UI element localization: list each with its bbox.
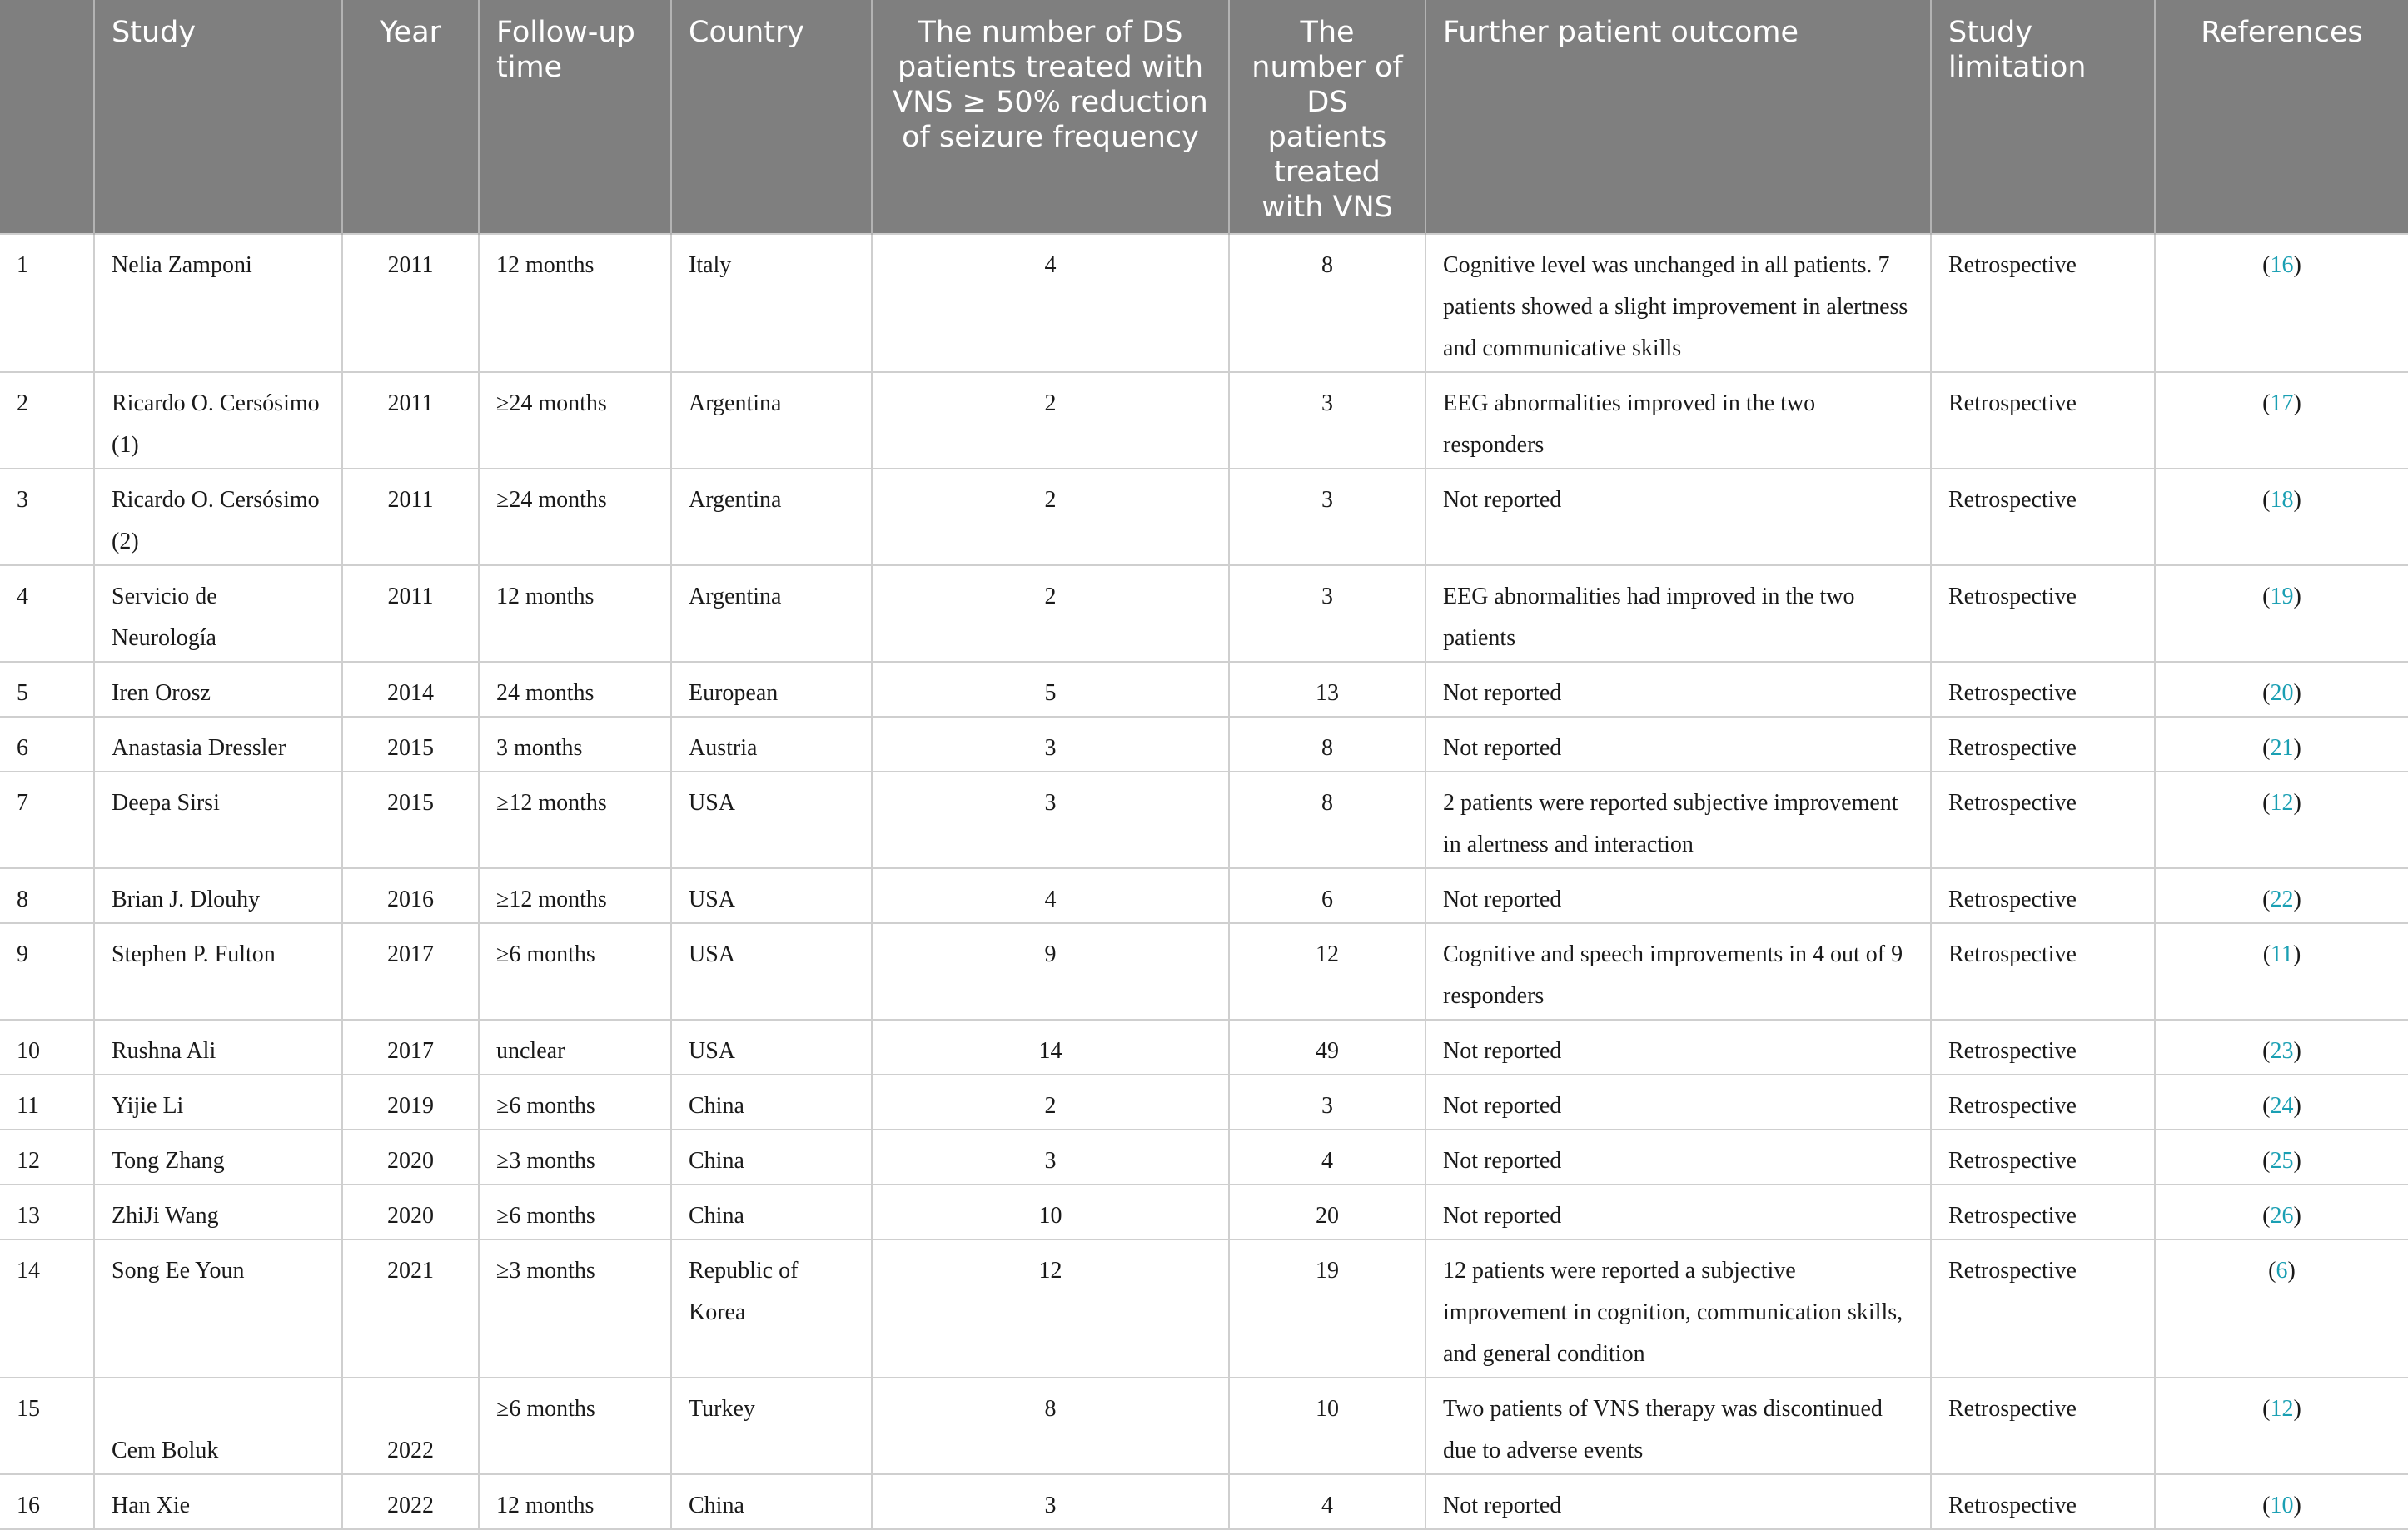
study-limitation: Retrospective (1931, 662, 2155, 717)
study-year: 2011 (342, 372, 479, 469)
reference-cell: (17) (2155, 372, 2408, 469)
responders-count: 3 (872, 772, 1229, 868)
table-row (0, 923, 2408, 1020)
followup-time: 12 months (479, 234, 671, 372)
reference-cell: (21) (2155, 717, 2408, 772)
row-number: 11 (0, 1075, 94, 1130)
table-row (0, 1378, 2408, 1474)
table-header (0, 0, 2408, 234)
country: Argentina (671, 372, 872, 469)
table-row (0, 772, 2408, 868)
study-name (94, 1378, 342, 1474)
reference-cell: (11) (2155, 923, 2408, 1020)
study-limitation: Retrospective (1931, 372, 2155, 469)
country: Austria (671, 717, 872, 772)
study-limitation: Retrospective (1931, 469, 2155, 565)
row-number: 9 (0, 923, 94, 1020)
responders-count: 9 (872, 923, 1229, 1020)
study-year: 2017 (342, 923, 479, 1020)
study-name: Anastasia Dressler (94, 717, 342, 772)
country: China (671, 1185, 872, 1239)
reference-cell: (6) (2155, 1239, 2408, 1378)
study-limitation: Retrospective (1931, 717, 2155, 772)
reference-link[interactable]: 12 (2270, 1396, 2294, 1422)
treated-count: 4 (1229, 1130, 1425, 1185)
table-row (0, 234, 2408, 372)
followup-time: ≥6 months (479, 923, 671, 1020)
study-year: 2015 (342, 772, 479, 868)
followup-time: ≥12 months (479, 772, 671, 868)
study-name: Yijie Li (94, 1075, 342, 1130)
treated-count: 19 (1229, 1239, 1425, 1378)
study-year-text: 2022 (387, 1438, 434, 1463)
patient-outcome: EEG abnormalities had improved in the two patients (1425, 565, 1931, 662)
country: Republic of Korea (671, 1239, 872, 1378)
treated-count: 49 (1229, 1020, 1425, 1075)
study-limitation: Retrospective (1931, 923, 2155, 1020)
study-limitation: Retrospective (1931, 1130, 2155, 1185)
study-year: 2011 (342, 234, 479, 372)
country: Italy (671, 234, 872, 372)
reference-cell: (22) (2155, 868, 2408, 923)
patient-outcome: EEG abnormalities improved in the two responders (1425, 372, 1931, 469)
treated-count: 13 (1229, 662, 1425, 717)
followup-time: ≥6 months (479, 1378, 671, 1474)
country: China (671, 1075, 872, 1130)
header-number (0, 0, 94, 234)
responders-count: 2 (872, 1075, 1229, 1130)
responders-count: 10 (872, 1185, 1229, 1239)
header-responders: The number of DS patients treated with VNS ≥ 50% reduction of seizure frequency (872, 0, 1229, 234)
row-number: 8 (0, 868, 94, 923)
study-year: 2016 (342, 868, 479, 923)
treated-count: 12 (1229, 923, 1425, 1020)
treated-count: 3 (1229, 469, 1425, 565)
followup-time: 12 months (479, 565, 671, 662)
followup-time: 24 months (479, 662, 671, 717)
followup-time: ≥24 months (479, 469, 671, 565)
study-name-text: Cem Boluk (112, 1438, 219, 1463)
reference-link[interactable]: 20 (2270, 680, 2294, 706)
reference-cell: (26) (2155, 1185, 2408, 1239)
reference-link[interactable]: 25 (2270, 1148, 2294, 1174)
treated-count: 20 (1229, 1185, 1425, 1239)
reference-link[interactable]: 18 (2270, 487, 2294, 513)
study-limitation: Retrospective (1931, 1239, 2155, 1378)
study-name: Song Ee Youn (94, 1239, 342, 1378)
header-row (0, 0, 2408, 234)
study-name: Rushna Ali (94, 1020, 342, 1075)
row-number: 2 (0, 372, 94, 469)
reference-link[interactable]: 21 (2270, 735, 2294, 761)
study-limitation: Retrospective (1931, 1378, 2155, 1474)
responders-count: 8 (872, 1378, 1229, 1474)
study-name: Nelia Zamponi (94, 234, 342, 372)
reference-link[interactable]: 12 (2270, 790, 2294, 816)
table-body (0, 234, 2408, 1529)
responders-count: 2 (872, 372, 1229, 469)
table-row (0, 1130, 2408, 1185)
table-row (0, 1239, 2408, 1378)
study-year: 2021 (342, 1239, 479, 1378)
row-number: 12 (0, 1130, 94, 1185)
responders-count: 14 (872, 1020, 1229, 1075)
patient-outcome: Not reported (1425, 1474, 1931, 1529)
study-limitation: Retrospective (1931, 1185, 2155, 1239)
reference-cell: (25) (2155, 1130, 2408, 1185)
study-name: Ricardo O. Cersósimo (1) (94, 372, 342, 469)
responders-count: 2 (872, 565, 1229, 662)
patient-outcome: Cognitive level was unchanged in all patients. 7 patients showed a slight improvement in alertness and communicative skills (1425, 234, 1931, 372)
study-limitation: Retrospective (1931, 868, 2155, 923)
reference-link[interactable]: 22 (2270, 887, 2294, 912)
country: USA (671, 1020, 872, 1075)
reference-cell: (24) (2155, 1075, 2408, 1130)
table-row (0, 565, 2408, 662)
study-year: 2011 (342, 565, 479, 662)
responders-count: 4 (872, 868, 1229, 923)
reference-link[interactable]: 26 (2270, 1203, 2294, 1229)
reference-cell: (12) (2155, 772, 2408, 868)
study-name: Ricardo O. Cersósimo (2) (94, 469, 342, 565)
patient-outcome: Not reported (1425, 717, 1931, 772)
study-limitation: Retrospective (1931, 234, 2155, 372)
study-year: 2011 (342, 469, 479, 565)
country: Argentina (671, 469, 872, 565)
header-country: Country (671, 0, 872, 234)
study-name: Iren Orosz (94, 662, 342, 717)
followup-time: unclear (479, 1020, 671, 1075)
followup-time: ≥24 months (479, 372, 671, 469)
reference-cell: (16) (2155, 234, 2408, 372)
row-number: 10 (0, 1020, 94, 1075)
table-row (0, 868, 2408, 923)
patient-outcome: Not reported (1425, 469, 1931, 565)
study-name: Stephen P. Fulton (94, 923, 342, 1020)
patient-outcome: Cognitive and speech improvements in 4 out of 9 responders (1425, 923, 1931, 1020)
study-year: 2015 (342, 717, 479, 772)
responders-count: 5 (872, 662, 1229, 717)
table-row (0, 1185, 2408, 1239)
study-name: ZhiJi Wang (94, 1185, 342, 1239)
treated-count: 3 (1229, 1075, 1425, 1130)
patient-outcome: Two patients of VNS therapy was discontinued due to adverse events (1425, 1378, 1931, 1474)
row-number: 4 (0, 565, 94, 662)
country: European (671, 662, 872, 717)
study-year: 2020 (342, 1185, 479, 1239)
responders-count: 3 (872, 1130, 1229, 1185)
reference-cell: (23) (2155, 1020, 2408, 1075)
responders-count: 4 (872, 234, 1229, 372)
study-year: 2019 (342, 1075, 479, 1130)
study-limitation: Retrospective (1931, 1075, 2155, 1130)
header-study: Study (94, 0, 342, 234)
reference-cell: (18) (2155, 469, 2408, 565)
row-number: 5 (0, 662, 94, 717)
country: Argentina (671, 565, 872, 662)
followup-time: ≥3 months (479, 1239, 671, 1378)
country: China (671, 1130, 872, 1185)
reference-cell: (10) (2155, 1474, 2408, 1529)
reference-link[interactable]: 16 (2270, 252, 2294, 278)
header-year: Year (342, 0, 479, 234)
responders-count: 3 (872, 717, 1229, 772)
responders-count: 2 (872, 469, 1229, 565)
country: USA (671, 923, 872, 1020)
study-name: Brian J. Dlouhy (94, 868, 342, 923)
country: China (671, 1474, 872, 1529)
responders-count: 12 (872, 1239, 1229, 1378)
reference-link[interactable]: 11 (2271, 941, 2293, 967)
treated-count: 4 (1229, 1474, 1425, 1529)
header-treated: The number of DS patients treated with VNS (1229, 0, 1425, 234)
followup-time: ≥12 months (479, 868, 671, 923)
row-number: 3 (0, 469, 94, 565)
study-limitation: Retrospective (1931, 772, 2155, 868)
treated-count: 3 (1229, 372, 1425, 469)
study-year: 2017 (342, 1020, 479, 1075)
treated-count: 10 (1229, 1378, 1425, 1474)
study-year: 2022 (342, 1474, 479, 1529)
reference-cell: (19) (2155, 565, 2408, 662)
reference-link[interactable]: 17 (2270, 390, 2294, 416)
header-limitation: Study limitation (1931, 0, 2155, 234)
followup-time: 12 months (479, 1474, 671, 1529)
table-row (0, 717, 2408, 772)
row-number: 1 (0, 234, 94, 372)
patient-outcome: 12 patients were reported a subjective improvement in cognition, communication skills, and general condition (1425, 1239, 1931, 1378)
header-followup-time: Follow-up time (479, 0, 671, 234)
patient-outcome: Not reported (1425, 1130, 1931, 1185)
responders-count: 3 (872, 1474, 1229, 1529)
study-name: Servicio de Neurología (94, 565, 342, 662)
row-number: 15 (0, 1378, 94, 1474)
followup-time: ≥6 months (479, 1075, 671, 1130)
row-number: 7 (0, 772, 94, 868)
study-year: 2020 (342, 1130, 479, 1185)
study-name: Tong Zhang (94, 1130, 342, 1185)
study-year: 2014 (342, 662, 479, 717)
table-row (0, 372, 2408, 469)
study-year (342, 1378, 479, 1474)
row-number: 13 (0, 1185, 94, 1239)
patient-outcome: Not reported (1425, 1075, 1931, 1130)
table-row (0, 1020, 2408, 1075)
study-limitation: Retrospective (1931, 1020, 2155, 1075)
study-limitation: Retrospective (1931, 1474, 2155, 1529)
treated-count: 6 (1229, 868, 1425, 923)
country: USA (671, 772, 872, 868)
followup-time: 3 months (479, 717, 671, 772)
treated-count: 8 (1229, 772, 1425, 868)
header-references: References (2155, 0, 2408, 234)
study-limitation: Retrospective (1931, 565, 2155, 662)
country: Turkey (671, 1378, 872, 1474)
patient-outcome: Not reported (1425, 1020, 1931, 1075)
reference-link[interactable]: 23 (2270, 1038, 2294, 1064)
row-number: 16 (0, 1474, 94, 1529)
study-name: Han Xie (94, 1474, 342, 1529)
patient-outcome: 2 patients were reported subjective improvement in alertness and interaction (1425, 772, 1931, 868)
study-name: Deepa Sirsi (94, 772, 342, 868)
reference-link[interactable]: 10 (2270, 1493, 2294, 1518)
reference-cell: (12) (2155, 1378, 2408, 1474)
row-number: 6 (0, 717, 94, 772)
header-outcome: Further patient outcome (1425, 0, 1931, 234)
table-row (0, 1474, 2408, 1529)
reference-link[interactable]: 19 (2270, 584, 2294, 609)
treated-count: 8 (1229, 234, 1425, 372)
table-row (0, 469, 2408, 565)
reference-cell: (20) (2155, 662, 2408, 717)
treated-count: 8 (1229, 717, 1425, 772)
table-row (0, 662, 2408, 717)
table-row (0, 1075, 2408, 1130)
reference-link[interactable]: 6 (2276, 1258, 2288, 1284)
followup-time: ≥6 months (479, 1185, 671, 1239)
patient-outcome: Not reported (1425, 662, 1931, 717)
reference-link[interactable]: 24 (2270, 1093, 2294, 1119)
followup-time: ≥3 months (479, 1130, 671, 1185)
treated-count: 3 (1229, 565, 1425, 662)
patient-outcome: Not reported (1425, 868, 1931, 923)
patient-outcome: Not reported (1425, 1185, 1931, 1239)
row-number: 14 (0, 1239, 94, 1378)
country: USA (671, 868, 872, 923)
